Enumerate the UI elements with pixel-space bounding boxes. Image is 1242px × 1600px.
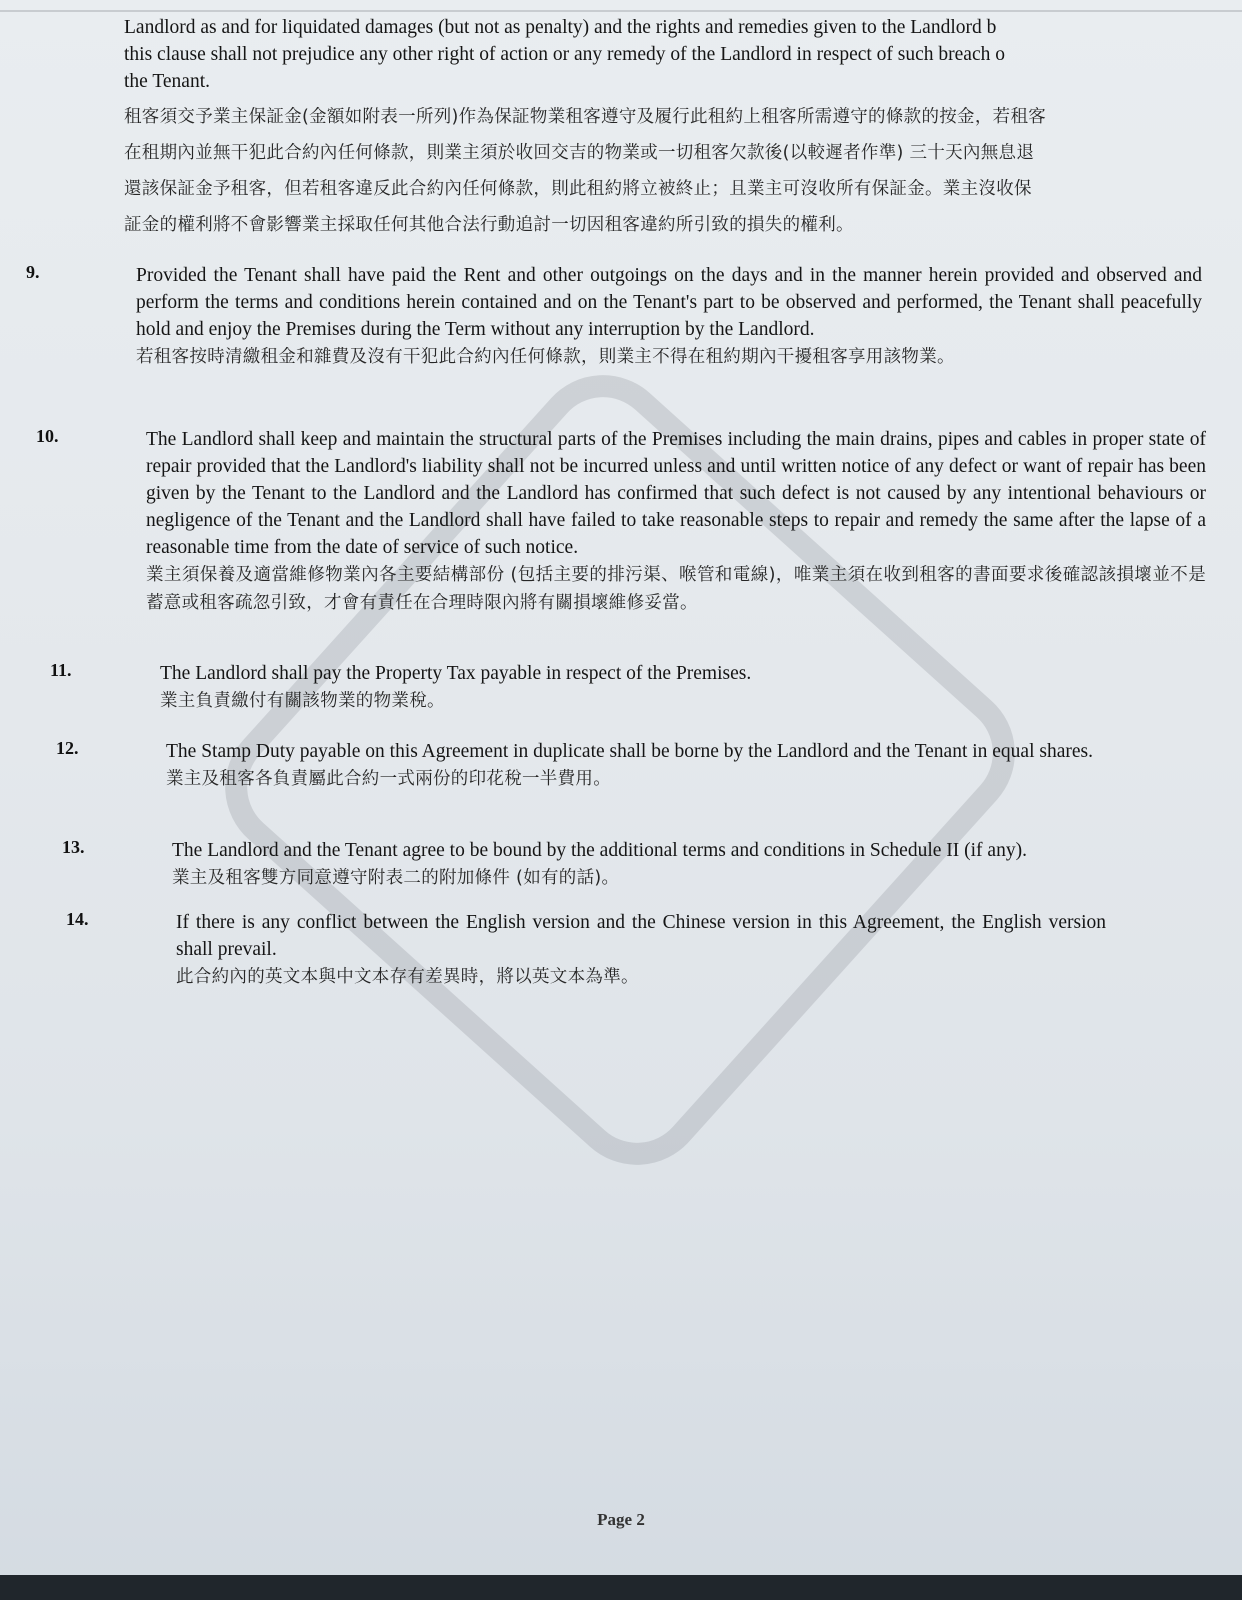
clause-english: The Landlord shall keep and maintain the structural parts of the Premises including the main drains, pipes and cables in proper state of repair provided that the Landlord's liability shall not be incurred unless and until written notice of any defect or want of repair has been given by the Tenant to the Landlord and the Landlord has confirmed that such defect is not caused by any intentional behaviours or negligence of the Tenant and the Landlord shall have failed to take reasonable steps to repair and remedy the same after the lapse of a reasonable time from the date of service of such notice. [146,429,1206,558]
clause-10 [36,426,1206,617]
clause-number: 14. [66,909,89,929]
clause-number: 13. [62,837,85,857]
clause-chinese: 業主負責繳付有關該物業的物業稅。 [160,691,445,711]
clause-number: 12. [56,738,79,758]
intro-chinese-line-3: 還該保証金予租客，但若租客違反此合約內任何條款，則此租約將立被終止；且業主可沒收所有保証金。業主沒收保 [124,179,1032,199]
clause-chinese: 若租客按時清繳租金和雜費及沒有干犯此合約內任何條款，則業主不得在租約期內干擾租客享用該物業。 [136,347,955,367]
clause-body [136,262,1202,371]
clause-chinese: 此合約內的英文本與中文本存有差異時，將以英文本為準。 [176,967,639,987]
clause-9 [26,262,1202,371]
page-number: Page 2 [597,1510,645,1529]
intro-english-line-1: Landlord as and for liquidated damages (but not as penalty) and the rights and remedies given to the Landlord b [124,17,997,38]
clause-number: 11. [50,660,72,680]
clause-body [160,660,1180,715]
clause-14 [66,909,1106,991]
clause-8-continuation [124,14,1242,239]
intro-chinese-line-4: 証金的權利將不會影響業主採取任何其他合法行動追討一切因租客違約所引致的損失的權利。 [124,215,854,235]
intro-chinese-line-2: 在租期內並無干犯此合約內任何條款，則業主須於收回交吉的物業或一切租客欠款後(以較遲者作準) 三十天內無息退 [124,143,1035,163]
clause-chinese: 業主須保養及適當維修物業內各主要結構部份 (包括主要的排污渠、喉管和電線)，唯業主須在收到租客的書面要求後確認該損壞並不是蓄意或租客疏忽引致，才會有責任在合理時限內將有關損壞維修妥當。 [146,565,1206,613]
clause-english: Provided the Tenant shall have paid the Rent and other outgoings on the days and in the manner herein provided and observed and perform the terms and conditions herein contained and on the Tenant's part to be observed and performed, the Tenant shall peacefully hold and enjoy the Premises during the Term without any interruption by the Landlord. [136,265,1202,340]
clause-12 [56,738,1166,793]
clause-11 [50,660,1180,715]
intro-english-line-3: the Tenant. [124,71,210,92]
screen-bottom-edge [0,1575,1242,1600]
clause-13 [62,837,1162,892]
page-top-edge [0,10,1242,12]
clause-body [172,837,1162,892]
clause-number: 9. [26,262,40,282]
intro-english-line-2: this clause shall not prejudice any other right of action or any remedy of the Landlord in respect of such breach o [124,44,1005,65]
clause-chinese: 業主及租客各負責屬此合約一式兩份的印花稅一半費用。 [166,769,611,789]
clause-body [146,426,1206,617]
clause-number: 10. [36,426,59,446]
clause-english: If there is any conflict between the English version and the Chinese version in this Agreement, the English version shall prevail. [176,912,1106,960]
clause-chinese: 業主及租客雙方同意遵守附表二的附加條件 (如有的話)。 [172,868,620,888]
clause-english: The Stamp Duty payable on this Agreement in duplicate shall be borne by the Landlord and the Tenant in equal shares. [166,741,1093,762]
clause-english: The Landlord shall pay the Property Tax payable in respect of the Premises. [160,663,752,684]
clause-body [166,738,1166,793]
clause-body [176,909,1106,991]
intro-chinese-line-1: 租客須交予業主保証金(金額如附表一所列)作為保証物業租客遵守及履行此租約上租客所需遵守的條款的按金，若租客 [124,107,1047,127]
clause-english: The Landlord and the Tenant agree to be bound by the additional terms and conditions in Schedule II (if any). [172,840,1027,861]
